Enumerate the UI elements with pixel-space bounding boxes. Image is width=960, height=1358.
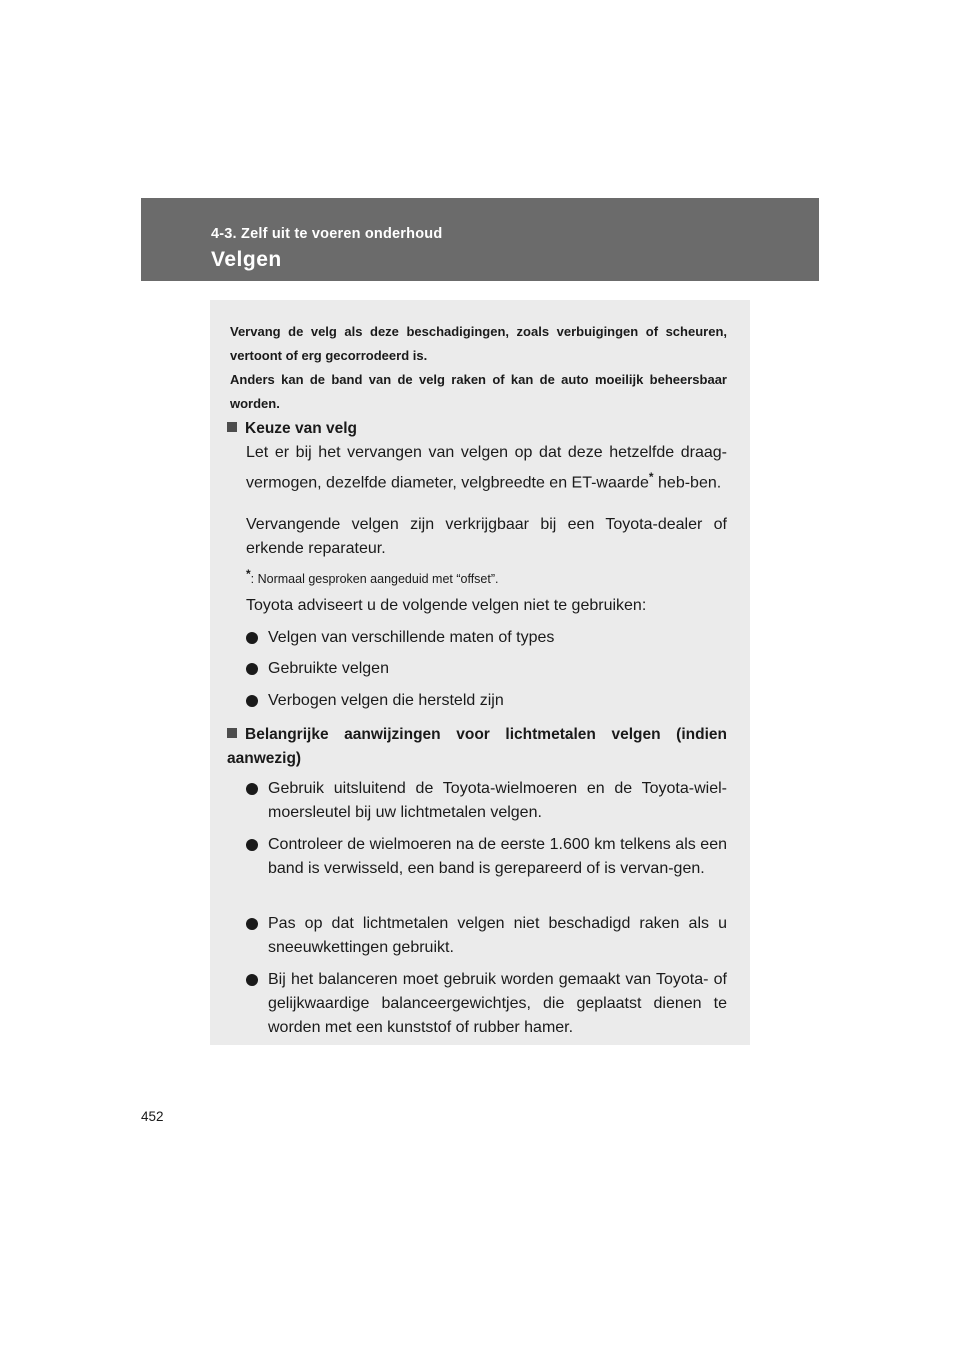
footnote-text: : Normaal gesproken aangeduid met “offset”. [250, 572, 499, 587]
header-band [141, 198, 819, 281]
page-number: 452 [141, 1109, 164, 1124]
section-heading-text: Keuze van velg [245, 420, 357, 437]
warning-text [230, 320, 727, 416]
section-heading-text: Belangrijke aanwijzingen voor lichtmetalen velgen (indien aanwezig) [227, 726, 727, 767]
list-item-text: Controleer de wielmoeren na de eerste 1.600 km telkens als een band is verwisseld, een band is gerepareerd of is vervan-gen. [268, 836, 727, 877]
bullet-dot-icon [246, 695, 258, 707]
list-item [246, 968, 727, 1040]
list-item [246, 912, 727, 960]
list-item [246, 777, 727, 825]
square-bullet-icon [227, 422, 237, 432]
list-item [246, 657, 727, 681]
section-heading-wheel-choice [227, 417, 727, 441]
paragraph-text-end: heb-ben. [653, 474, 722, 492]
warning-line-2: Anders kan de band van de velg raken of kan de auto moeilijk beheersbaar worden. [230, 372, 727, 411]
bullet-dot-icon [246, 839, 258, 851]
paragraph-text: Let er bij het vervangen van velgen op dat deze hetzelfde draag-vermogen, dezelfde diameter, velgbreedte en ET-waarde [246, 444, 727, 492]
footnote-asterisk: * [246, 567, 251, 581]
list-item [246, 833, 727, 881]
list-item-text: Verbogen velgen die hersteld zijn [268, 692, 504, 709]
footnote [246, 565, 727, 588]
advice-text: Toyota adviseert u de volgende velgen niet te gebruiken: [246, 597, 647, 614]
list-item [246, 689, 727, 713]
bullet-dot-icon [246, 918, 258, 930]
wheel-choice-paragraph [246, 441, 727, 495]
section-heading-alloy-wheels [227, 723, 727, 771]
bullet-dot-icon [246, 663, 258, 675]
replacement-paragraph: Vervangende velgen zijn verkrijgbaar bij een Toyota-dealer of erkende reparateur. [246, 516, 727, 557]
bullet-dot-icon [246, 974, 258, 986]
list-item [246, 626, 727, 650]
list-item-text: Bij het balanceren moet gebruik worden gemaakt van Toyota- of gelijkwaardige balanceergewichtjes, die geplaatst dienen te worden met een kunststof of rubber hamer. [268, 971, 727, 1036]
note-box [210, 300, 750, 1045]
list-item-text: Gebruik uitsluitend de Toyota-wielmoeren en de Toyota-wiel-moersleutel bij uw lichtmetalen velgen. [268, 780, 727, 821]
bullet-dot-icon [246, 632, 258, 644]
asterisk-mark: * [648, 470, 654, 484]
list-item-text: Pas op dat lichtmetalen velgen niet beschadigd raken als u sneeuwkettingen gebruikt. [268, 915, 727, 956]
bullet-dot-icon [246, 783, 258, 795]
section-label: 4-3. Zelf uit te voeren onderhoud [211, 226, 443, 242]
square-bullet-icon [227, 728, 237, 738]
warning-line-1: Vervang de velg als deze beschadigingen, zoals verbuigingen of scheuren, vertoont of erg gecorrodeerd is. [230, 324, 727, 363]
list-item-text: Gebruikte velgen [268, 660, 389, 677]
list-item-text: Velgen van verschillende maten of types [268, 629, 555, 646]
page-title: Velgen [211, 248, 282, 271]
